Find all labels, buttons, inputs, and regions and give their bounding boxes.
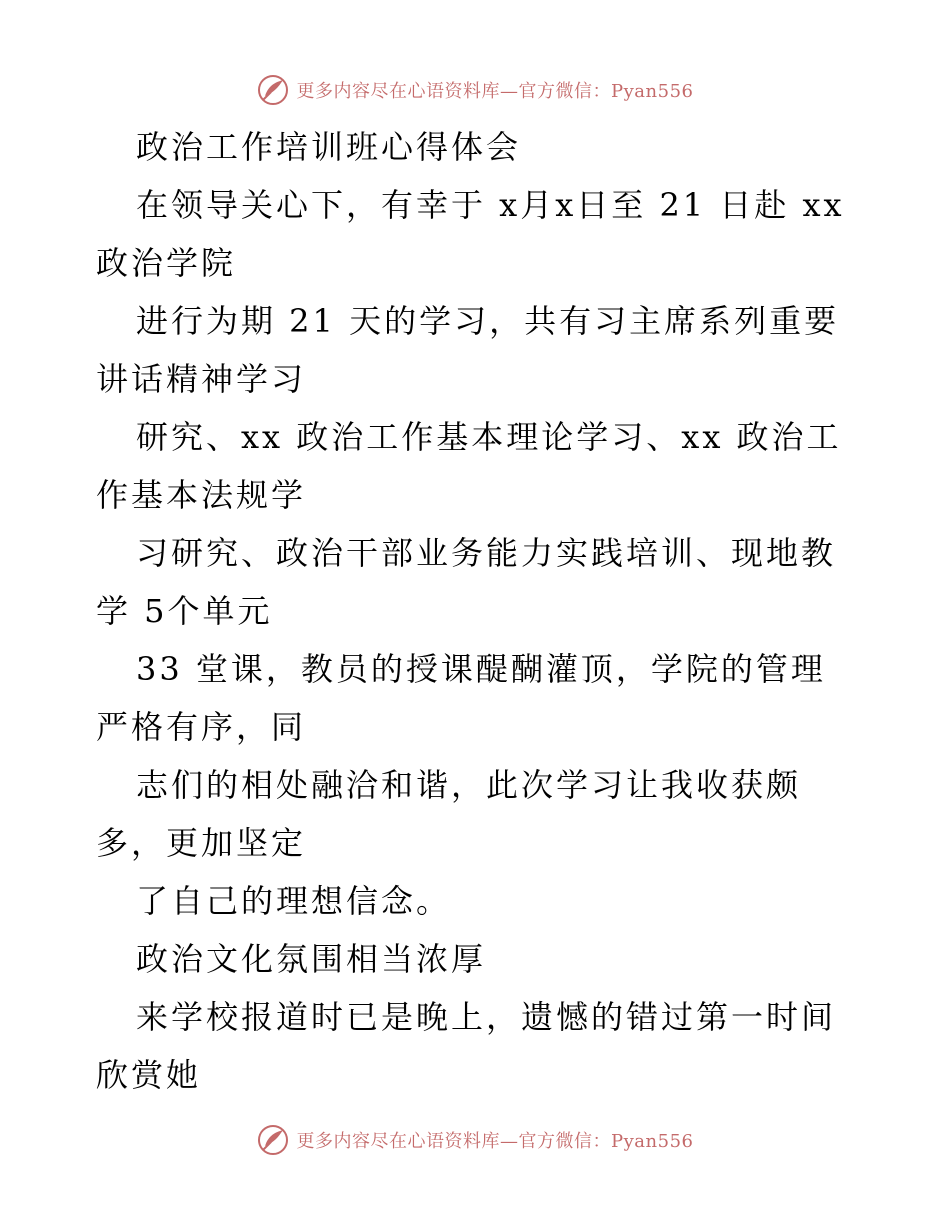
watermark-text: 更多内容尽在心语资料库—官方微信：Pyan556 <box>296 1131 694 1152</box>
document-body <box>96 118 856 1104</box>
footer-watermark <box>0 1120 950 1160</box>
watermark-text: 更多内容尽在心语资料库—官方微信：Pyan556 <box>296 81 694 102</box>
paragraph: 了自己的理想信念。 <box>136 882 452 920</box>
header-watermark <box>0 70 950 110</box>
paragraph: 志们的相处融洽和谐，此次学习让我收获颇多，更加坚定 <box>96 766 802 862</box>
paragraph-subheading: 政治文化氛围相当浓厚 <box>136 940 487 978</box>
paragraph: 习研究、政治干部业务能力实践培训、现地教学 5个单元 <box>96 534 837 630</box>
paragraph: 来学校报道时已是晚上，遗憾的错过第一时间欣赏她 <box>96 998 837 1094</box>
paragraph: 进行为期 21 天的学习，共有习主席系列重要讲话精神学习 <box>96 302 840 398</box>
paragraph-title: 政治工作培训班心得体会 <box>136 128 522 166</box>
paragraph: 研究、xx 政治工作基本理论学习、xx 政治工作基本法规学 <box>96 418 842 514</box>
paragraph: 在领导关心下，有幸于 x月x日至 21 日赴 xx 政治学院 <box>96 186 845 282</box>
stylized-leaf-logo-icon <box>257 74 289 106</box>
stylized-leaf-logo-icon <box>257 1124 289 1156</box>
paragraph: 33 堂课，教员的授课醍醐灌顶，学院的管理严格有序，同 <box>96 650 826 746</box>
